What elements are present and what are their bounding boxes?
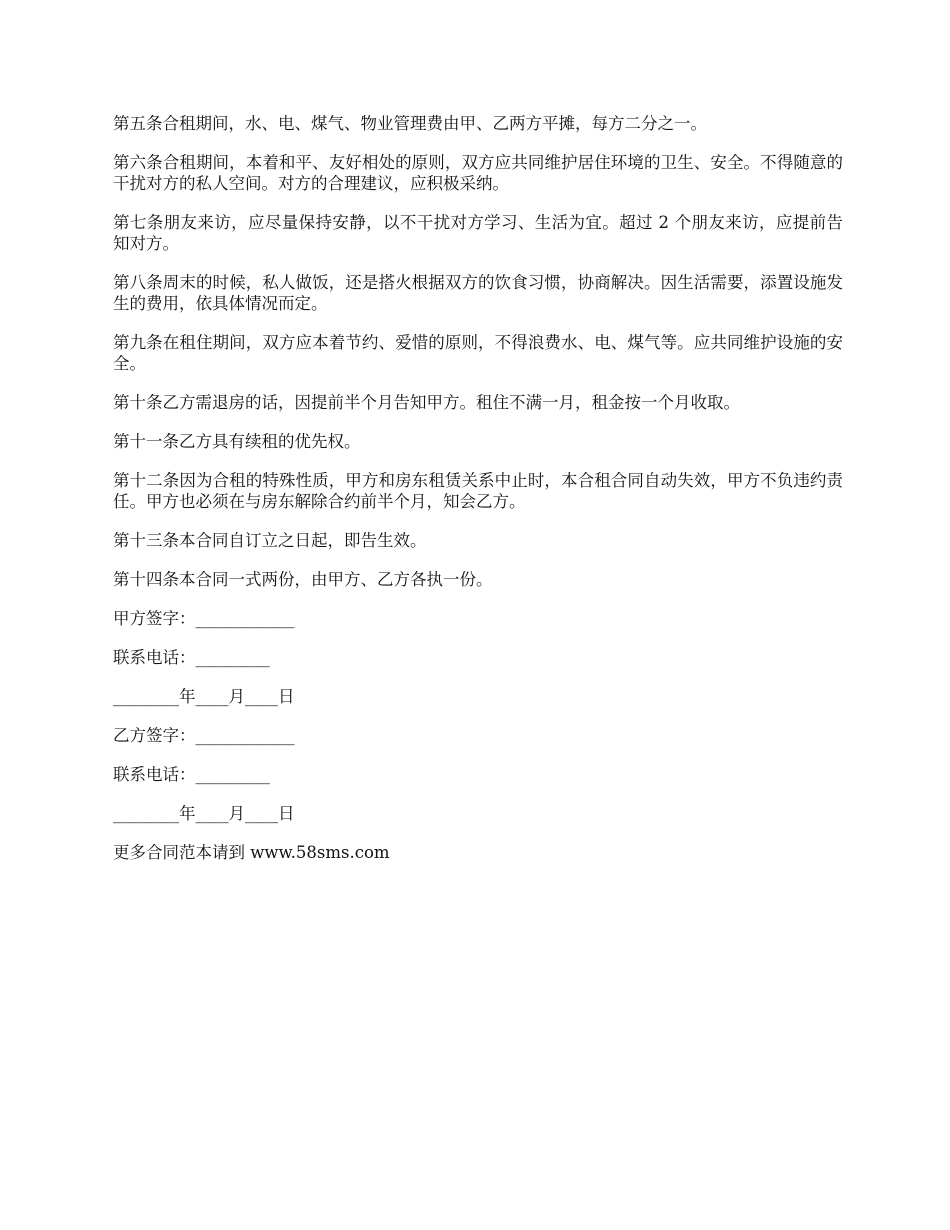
party-b-signature-line: 乙方签字：____________ [113,726,295,745]
footer-note: 更多合同范本请到 www.58sms.com [113,843,390,862]
party-a-date-line: ________年____月____日 [113,687,295,706]
clause-11: 第十一条乙方具有续租的优先权。 [113,432,361,451]
clause-7: 第七条朋友来访，应尽量保持安静，以不干扰对方学习、生活为宜。超过 2 个朋友来访，应提前告知对方。 [113,213,843,253]
clause-6: 第六条合租期间，本着和平、友好相处的原则，双方应共同维护居住环境的卫生、安全。不得随意的干扰对方的私人空间。对方的合理建议，应积极采纳。 [113,153,843,193]
party-b-date-line: ________年____月____日 [113,804,295,823]
clause-9: 第九条在租住期间，双方应本着节约、爱惜的原则，不得浪费水、电、煤气等。应共同维护设施的安全。 [113,333,843,373]
clause-10: 第十条乙方需退房的话，因提前半个月告知甲方。租住不满一月，租金按一个月收取。 [113,393,740,412]
party-a-phone-line: 联系电话：_________ [113,648,270,667]
clause-12: 第十二条因为合租的特殊性质，甲方和房东租赁关系中止时，本合租合同自动失效，甲方不负违约责任。甲方也必须在与房东解除合约前半个月，知会乙方。 [113,471,843,511]
contract-page [113,113,843,881]
party-b-phone-line: 联系电话：_________ [113,765,270,784]
clause-8: 第八条周末的时候，私人做饭，还是搭火根据双方的饮食习惯，协商解决。因生活需要，添置设施发生的费用，依具体情况而定。 [113,273,843,313]
party-a-signature-line: 甲方签字：____________ [113,609,295,628]
clause-14: 第十四条本合同一式两份，由甲方、乙方各执一份。 [113,570,493,589]
clause-5: 第五条合租期间，水、电、煤气、物业管理费由甲、乙两方平摊，每方二分之一。 [113,114,707,133]
clause-13: 第十三条本合同自订立之日起，即告生效。 [113,531,427,550]
